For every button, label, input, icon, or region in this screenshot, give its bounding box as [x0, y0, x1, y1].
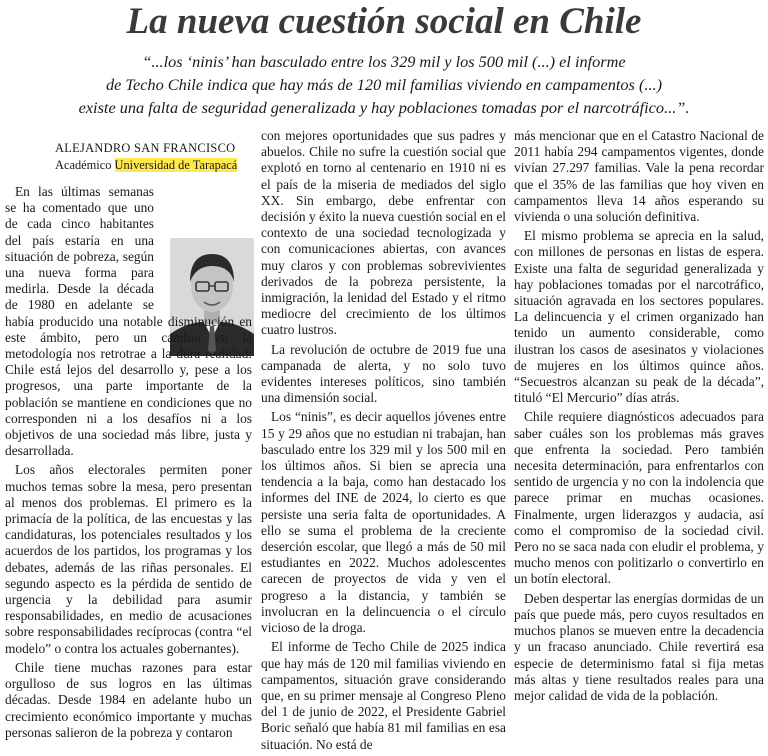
pull-quote-line: existe una falta de seguridad generalizada y hay poblaciones tomadas por el narcotráfico...”. — [78, 98, 690, 117]
paragraph: Chile requiere diagnósticos adecuados para saber cuáles son los problemas más graves que enfrenta la sociedad. Pero también necesita determinación, para enfrentarlos con sentido de urgencia y no con la indolencia que parece primar en muchas ocasiones. Finalmente, urgen liderazgos y audacia, así como el compromiso de la sociedad civil. Pero no se saca nada con eludir el problema, y mucho menos con politizarlo o convertirlo en un botín electoral. — [514, 409, 764, 587]
author-role — [55, 157, 255, 174]
pull-quote — [0, 50, 768, 119]
pull-quote-line: de Techo Chile indica que hay más de 120 mil familias viviendo en campamentos (...) — [105, 75, 663, 94]
pull-quote-line: “...los ‘ninis’ han basculado entre los 329 mil y los 500 mil (...) el informe — [142, 52, 626, 71]
paragraph: con mejores oportunidades que sus padres y abuelos. Chile no sufre la cuestión social que explotó en torno al centenario en 1910 ni es el país de la miseria de mediados del siglo XX. Sin embargo, debe enfrentar con decisión y éxito la nueva cuestión social en el contexto de una sociedad tecnologizada y con comunicaciones abiertas, con avances muy claros y con problemas sobrevivientes derivados de la pobreza persistente, la inmigración, la lenidad del Estado y el ritmo mediocre del crecimiento de los últimos cuatro lustros. — [261, 128, 506, 338]
author-name: ALEJANDRO SAN FRANCISCO — [55, 141, 236, 155]
paragraph: El informe de Techo Chile de 2025 indica que hay más de 120 mil familias viviendo en campamentos, situación grave considerando que, en su primer mensaje al Congreso Pleno del 1 de junio de 2022, el Presidente Gabriel Boric señaló que había 81 mil familias en esa situación. No está de — [261, 639, 506, 752]
paragraph: La revolución de octubre de 2019 fue una campanada de alerta, y no solo tuvo evidentes intereses políticos, sino también una dimensión social. — [261, 341, 506, 406]
university-highlight: Universidad de Tarapacá — [114, 158, 238, 172]
article-column-1 — [5, 184, 252, 744]
paragraph: Chile tiene muchas razones para estar orgulloso de sus logros en las últimas décadas. Desde 1984 en adelante hubo un crecimiento económico importante y muchas personas salieron de la pobreza y contaron — [5, 659, 252, 740]
paragraph: Los “ninis”, es decir aquellos jóvenes entre 15 y 29 años que no estudian ni trabajan, han basculado entre los 329 mil y los 500 mil en los últimos años. Si bien se aprecia una tendencia a la baja, como han destacado los informes del INE de 2024, lo cierto es que persiste una seria falta de oportunidades. A ello se suma el problema de la creciente deserción escolar, que llegó a más de 50 mil estudiantes en 2022. Muchos adolescentes carecen de proyectos de vida y ven el progreso a la distancia, y también se involucran en la delincuencia o el círculo vicioso de la droga. — [261, 409, 506, 636]
byline — [55, 140, 255, 174]
article-column-2 — [261, 128, 506, 756]
author-role-prefix: Académico — [55, 158, 115, 172]
paragraph: En las últimas semanas se ha comentado que uno de cada cinco habitantes del país estaría en una situación de pobreza, según una nueva forma para medirla. Desde la década de 1980 en adelante se había producido una notable disminución en este ámbito, pero un cambio en la metodología nos retrotrae a la dura realidad: Chile está lejos del desarrollo y, pese a los progresos, una parte importante de la población se mantiene en condiciones que no corresponden ni a los desafíos ni a los objetivos de una sociedad más libre, justa y desarrollada. — [5, 184, 252, 459]
paragraph: más mencionar que en el Catastro Nacional de 2011 había 294 campamentos vigentes, donde vivían 27.297 familias. Vale la pena recordar que el 35% de las familias que hoy viven en campamentos lleva 14 años esperando su vivienda o una solución definitiva. — [514, 128, 764, 225]
paragraph: Deben despertar las energías dormidas de un país que puede más, pero cuyos resultados en muchos planos se mueven entre la decadencia y un fracaso anunciado. Chile revertirá esa especie de determinismo fatal si fija metas más altas y tiene resultados reales para una mejor calidad de vida de la población. — [514, 590, 764, 703]
paragraph: Los años electorales permiten poner muchos temas sobre la mesa, pero presentan al menos dos problemas. El primero es la primacía de la política, de las encuestas y las candidaturas, los potenciales resultados y los acuerdos de los partidos, los programas y los debates, además de las riñas personales. El segundo aspecto es la pérdida de sentido de urgencia y la debilidad para asumir responsabilidades, en medio de acusaciones sobre responsabilidades recíprocas (contra “el modelo” o contra los actuales gobernantes). — [5, 462, 252, 656]
headline: La nueva cuestión social en Chile — [126, 1, 642, 42]
paragraph: El mismo problema se aprecia en la salud, con millones de personas en listas de espera. Existe una falta de seguridad generalizada y hay poblaciones tomadas por el narcotráfico, situación agravada en los sectores populares. La delincuencia y el crimen organizado han tenido un aumento considerable, como ilustran los casos de asesinatos y violaciones de mujeres en los últimos quince años. “Secuestros alcanzan su peak de la década”, tituló “El Mercurio” días atrás. — [514, 228, 764, 406]
article-column-3 — [514, 128, 764, 707]
photo-float-space — [160, 184, 252, 302]
